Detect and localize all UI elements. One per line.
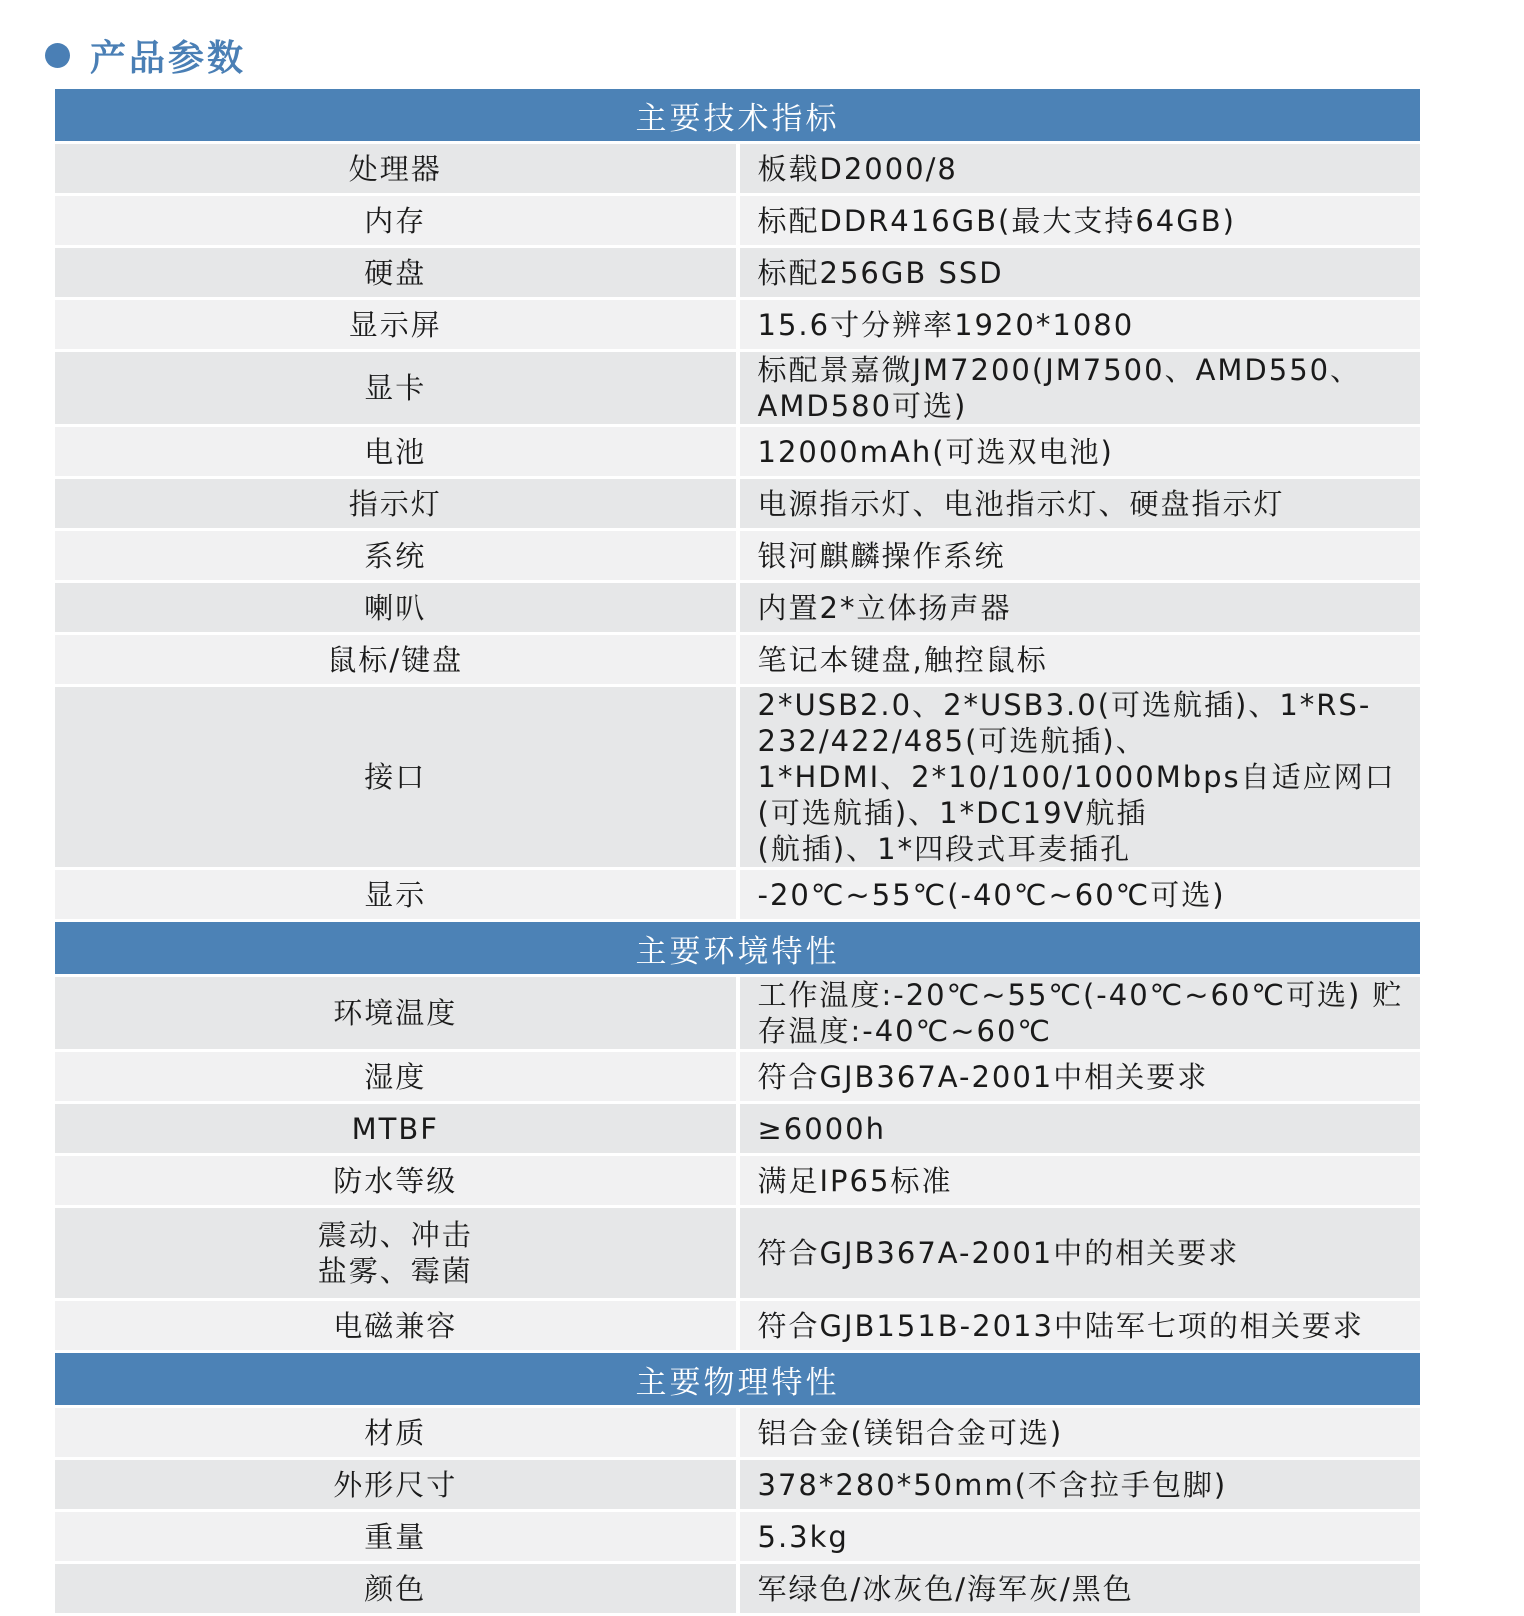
row-label: 环境温度	[55, 976, 738, 1051]
section-header-environment	[55, 921, 1420, 976]
section-heading: 主要环境特性	[55, 921, 1420, 976]
row-label: 硬盘	[55, 247, 738, 299]
row-label: MTBF	[55, 1103, 738, 1155]
row-value: 15.6寸分辨率1920*1080	[738, 299, 1421, 351]
row-label: 电池	[55, 426, 738, 478]
row-value: 内置2*立体扬声器	[738, 582, 1421, 634]
table-row	[55, 1563, 1420, 1615]
row-value: 378*280*50mm(不含拉手包脚)	[738, 1459, 1421, 1511]
table-row	[55, 634, 1420, 686]
row-label: 湿度	[55, 1051, 738, 1103]
row-label: 显卡	[55, 351, 738, 426]
row-value: 5.3kg	[738, 1511, 1421, 1563]
row-value: 2*USB2.0、2*USB3.0(可选航插)、1*RS-232/422/485(可选航插)、 1*HDMI、2*10/100/1000Mbps自适应网口(可选航插)、1*DC19V航插 (航插)、1*四段式耳麦插孔	[738, 686, 1421, 869]
table-row	[55, 351, 1420, 426]
section-header-tech	[55, 89, 1420, 143]
row-label: 电磁兼容	[55, 1300, 738, 1352]
table-row	[55, 1459, 1420, 1511]
table-row	[55, 1300, 1420, 1352]
row-value: -20℃~55℃(-40℃~60℃可选)	[738, 869, 1421, 921]
row-value: 标配DDR416GB(最大支持64GB)	[738, 195, 1421, 247]
row-value: 符合GJB367A-2001中相关要求	[738, 1051, 1421, 1103]
page-title: 产品参数	[90, 37, 247, 79]
table-row	[55, 1051, 1420, 1103]
row-value: 满足IP65标准	[738, 1155, 1421, 1207]
section-heading: 主要技术指标	[55, 89, 1420, 143]
page-title-row	[45, 30, 246, 80]
row-value: 标配256GB SSD	[738, 247, 1421, 299]
table-row	[55, 1511, 1420, 1563]
section-heading: 主要物理特性	[55, 1352, 1420, 1407]
row-label: 鼠标/键盘	[55, 634, 738, 686]
row-value: 铝合金(镁铝合金可选)	[738, 1407, 1421, 1459]
row-value: 银河麒麟操作系统	[738, 530, 1421, 582]
table-row	[55, 195, 1420, 247]
table-row	[55, 247, 1420, 299]
row-label: 处理器	[55, 143, 738, 195]
row-label: 防水等级	[55, 1155, 738, 1207]
row-label: 系统	[55, 530, 738, 582]
table-row	[55, 530, 1420, 582]
table-row	[55, 299, 1420, 351]
row-label: 震动、冲击 盐雾、霉菌	[55, 1207, 738, 1300]
table-row	[55, 1155, 1420, 1207]
row-value: 工作温度:-20℃~55℃(-40℃~60℃可选) 贮存温度:-40℃~60℃	[738, 976, 1421, 1051]
row-value: 笔记本键盘,触控鼠标	[738, 634, 1421, 686]
row-value: 符合GJB367A-2001中的相关要求	[738, 1207, 1421, 1300]
table-row	[55, 582, 1420, 634]
row-label: 指示灯	[55, 478, 738, 530]
row-value: ≥6000h	[738, 1103, 1421, 1155]
row-label: 显示屏	[55, 299, 738, 351]
row-value: 军绿色/冰灰色/海军灰/黑色	[738, 1563, 1421, 1615]
row-label: 材质	[55, 1407, 738, 1459]
row-label: 颜色	[55, 1563, 738, 1615]
row-label: 重量	[55, 1511, 738, 1563]
bullet-dot-icon	[45, 43, 70, 68]
row-label: 外形尺寸	[55, 1459, 738, 1511]
table-row	[55, 478, 1420, 530]
table-row	[55, 976, 1420, 1051]
row-label: 喇叭	[55, 582, 738, 634]
table-row	[55, 426, 1420, 478]
row-label: 内存	[55, 195, 738, 247]
section-header-physical	[55, 1352, 1420, 1407]
table-row	[55, 1407, 1420, 1459]
table-row	[55, 1103, 1420, 1155]
table-row	[55, 143, 1420, 195]
row-value: 标配景嘉微JM7200(JM7500、AMD550、AMD580可选)	[738, 351, 1421, 426]
row-value: 12000mAh(可选双电池)	[738, 426, 1421, 478]
table-row	[55, 686, 1420, 869]
row-value: 板载D2000/8	[738, 143, 1421, 195]
table-row	[55, 1207, 1420, 1300]
row-value: 电源指示灯、电池指示灯、硬盘指示灯	[738, 478, 1421, 530]
row-label: 显示	[55, 869, 738, 921]
table-row	[55, 869, 1420, 921]
spec-table	[55, 89, 1420, 1616]
row-value: 符合GJB151B-2013中陆军七项的相关要求	[738, 1300, 1421, 1352]
row-label: 接口	[55, 686, 738, 869]
